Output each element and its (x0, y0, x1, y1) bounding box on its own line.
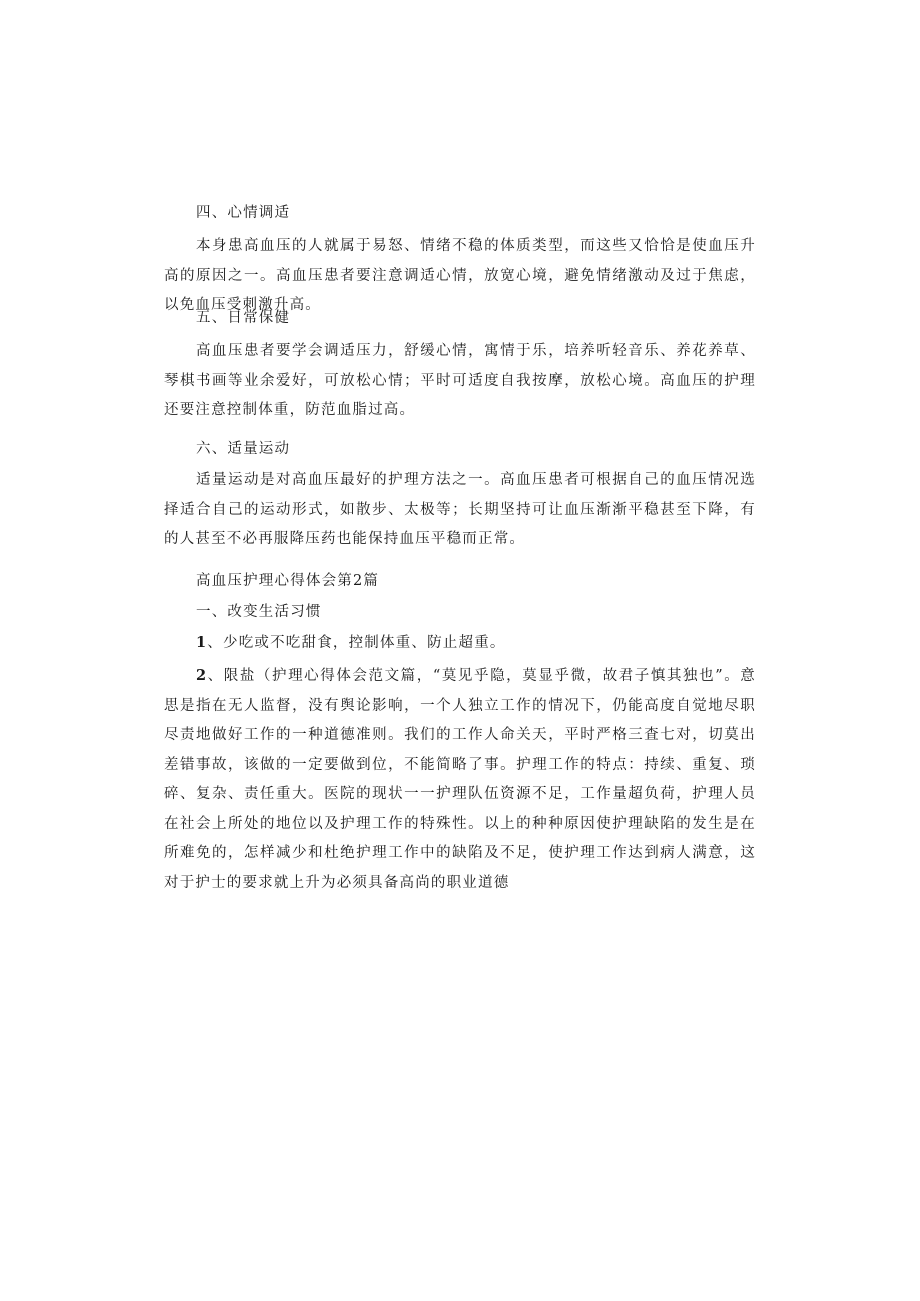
list-item-2-text: 、限盐（护理心得体会范文篇，“莫见乎隐，莫显乎微，故君子慎其独也”。意思是指在无人监督，没有舆论影响，一个人独立工作的情况下，仍能高度自觉地尽职尽责地做好工作的一种道德准则。我们的工作人命关天，平时严格三査七对，切莫出差错事故，该做的一定要做到位，不能简略了事。护理工作的特点：持续、重复、琐碎、复杂、责任重大。医院的现状一一护理队伍资源不足，工作量超负荷，护理人员在社会上所处的地位以及护理工作的特殊性。以上的种种原因使护理缺陷的发生是在所难免的，怎样减少和杜绝护理工作中的缺陷及不足，使护理工作达到病人满意，这对于护士的要求就上升为必须具备高尚的职业道德 (164, 668, 756, 891)
section-body-daily-care: 高血压患者要学会调适压力，舒缓心情，寓情于乐，培养听轻音乐、养花养草、琴棋书画等业余爱好，可放松心情；平时可适度自我按摩，放松心境。高血压的护理还要注意控制体重，防范血脂过高。 (164, 343, 756, 418)
section-body-mood: 本身患高血压的人就属于易怒、情绪不稳的体质类型，而这些又恰恰是使血压升高的原因之一。高血压患者要注意调适心情，放宽心境，避免情绪激动及过于焦虑，以免血压受刺激升高。 (164, 238, 756, 313)
article-title: 高血压护理心得体会第2篇 (196, 573, 380, 589)
section-heading-mood: 四、心情调适 (196, 205, 291, 221)
section-heading-daily-care: 五、日常保健 (196, 310, 291, 326)
list-item-1 (164, 628, 756, 659)
list-item-1-number: 1 (196, 634, 208, 651)
list-item-1-text: 、少吃或不吃甜食，控制体重、防止超重。 (207, 635, 506, 651)
section-heading-exercise: 六、适量运动 (196, 441, 291, 457)
subsection-heading-lifestyle: 一、改变生活习惯 (196, 604, 322, 620)
list-item-2-number: 2 (196, 667, 208, 684)
list-item-2 (164, 661, 756, 898)
section-body-exercise: 适量运动是对高血压最好的护理方法之一。高血压患者可根据自己的血压情况选择适合自己的运动形式，如散步、太极等；长期坚持可让血压渐渐平稳甚至下降，有的人甚至不必再服降压药也能保持血压平稳而正常。 (164, 472, 756, 547)
